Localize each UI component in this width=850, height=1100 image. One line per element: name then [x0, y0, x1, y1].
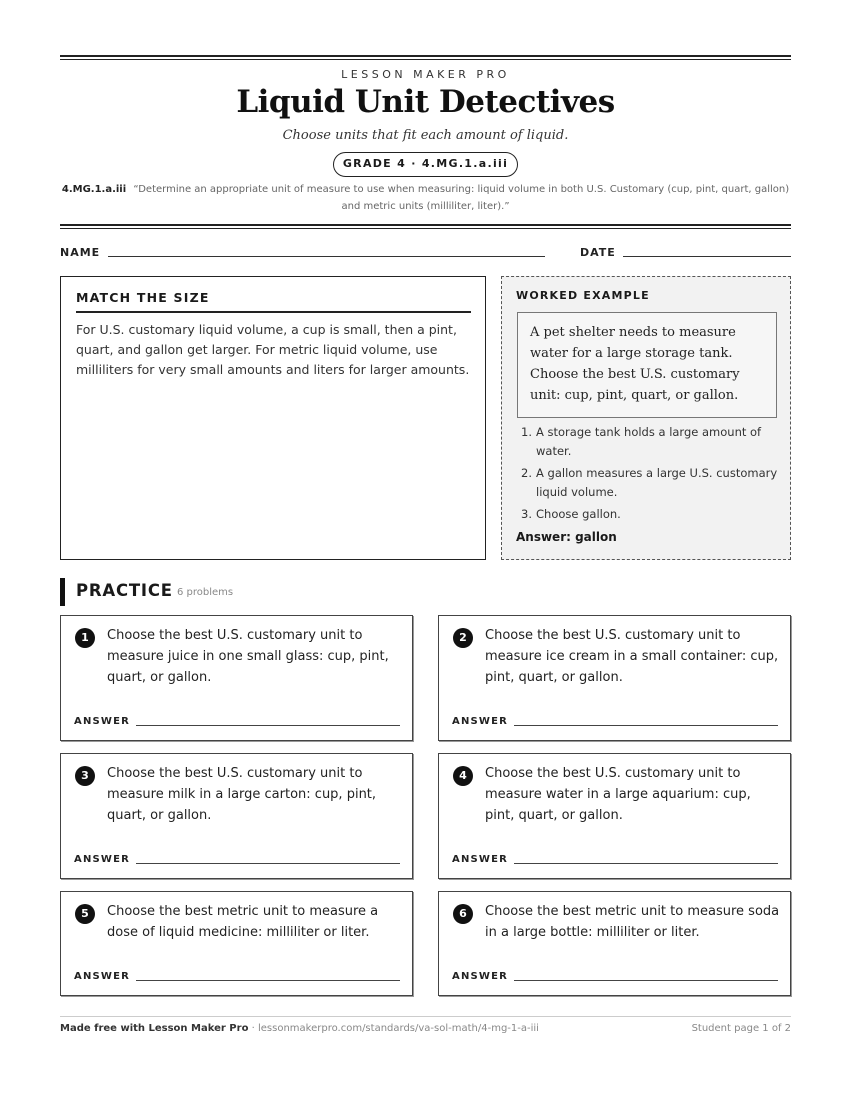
- name-field[interactable]: [108, 256, 545, 257]
- footer-page-number: Student page 1 of 2: [691, 1023, 791, 1034]
- problem-card-1: [60, 615, 413, 741]
- problem-number-badge: 4: [453, 766, 473, 786]
- answer-label: ANSWER: [452, 716, 509, 727]
- problem-card-6: [438, 891, 791, 996]
- answer-line[interactable]: [136, 725, 400, 726]
- worked-step: 3. Choose gallon.: [521, 507, 621, 521]
- answer-label: ANSWER: [74, 716, 131, 727]
- answer-label: ANSWER: [74, 971, 131, 982]
- problem-card-3: [60, 753, 413, 879]
- top-double-rule: [60, 55, 791, 60]
- problem-number-badge: 6: [453, 904, 473, 924]
- date-field[interactable]: [623, 256, 791, 257]
- answer-label: ANSWER: [452, 854, 509, 865]
- worked-example-title: WORKED EXAMPLE: [516, 289, 650, 302]
- problem-text: Choose the best U.S. customary unit to measure juice in one small glass: cup, pint, quart, or gallon.: [107, 628, 389, 685]
- practice-title: PRACTICE: [76, 581, 173, 600]
- worked-example-prompt: A pet shelter needs to measure water for a large storage tank. Choose the best U.S. customary unit: cup, pint, quart, or gallon.: [517, 312, 777, 418]
- practice-count: 6 problems: [177, 587, 234, 598]
- match-the-size-panel: [60, 276, 486, 560]
- worked-step: 2. A gallon measures a large U.S. customary liquid volume.: [521, 466, 778, 499]
- worked-example-answer: Answer: gallon: [516, 530, 617, 544]
- problem-number-badge: 3: [75, 766, 95, 786]
- problem-card-2: [438, 615, 791, 741]
- answer-line[interactable]: [514, 980, 778, 981]
- page-subtitle: Choose units that fit each amount of liquid.: [282, 128, 569, 143]
- problem-card-5: [60, 891, 413, 996]
- match-section-text: For U.S. customary liquid volume, a cup is small, then a pint, quart, and gallon get larger. For metric liquid volume, use milliliters for very small amounts and liters for larger amounts.: [76, 322, 470, 377]
- date-label: DATE: [580, 246, 616, 259]
- answer-line[interactable]: [136, 863, 400, 864]
- problem-text: Choose the best metric unit to measure soda in a large bottle: milliliter or liter.: [485, 904, 780, 940]
- footer-url[interactable]: · lessonmakerpro.com/standards/va-sol-math/4-mg-1-a-iii: [248, 1023, 539, 1034]
- problem-text: Choose the best U.S. customary unit to measure ice cream in a small container: cup, pint, quart, or gallon.: [485, 628, 779, 685]
- match-section-title: MATCH THE SIZE: [76, 290, 471, 313]
- practice-accent-bar: [60, 578, 65, 606]
- answer-label: ANSWER: [452, 971, 509, 982]
- answer-line[interactable]: [136, 980, 400, 981]
- answer-line[interactable]: [514, 863, 778, 864]
- footer-credit: [60, 1023, 539, 1034]
- problem-number-badge: 1: [75, 628, 95, 648]
- brand-name: LESSON MAKER PRO: [341, 68, 510, 81]
- worked-example-steps: [516, 423, 778, 527]
- problem-text: Choose the best U.S. customary unit to measure water in a large aquarium: cup, pint, quart, or gallon.: [485, 766, 751, 823]
- problem-text: Choose the best U.S. customary unit to measure milk in a large carton: cup, pint, quart, or gallon.: [107, 766, 377, 823]
- standard-code: 4.MG.1.a.iii: [61, 184, 127, 195]
- standard-text: “Determine an appropriate unit of measure to use when measuring: liquid volume in both U.S. Customary (cup, pint, quart, gallon) and metric units (milliliter, liter).”: [133, 184, 790, 212]
- problem-text: Choose the best metric unit to measure a dose of liquid medicine: milliliter or liter.: [107, 904, 379, 940]
- problem-number-badge: 5: [75, 904, 95, 924]
- answer-line[interactable]: [514, 725, 778, 726]
- footer-made-with: Made free with Lesson Maker Pro: [60, 1023, 249, 1034]
- standard-description: [60, 181, 791, 215]
- page-title: Liquid Unit Detectives: [236, 84, 615, 120]
- worked-example-panel: [501, 276, 791, 560]
- problem-number-badge: 2: [453, 628, 473, 648]
- header-bottom-rule: [60, 224, 791, 229]
- footer-divider: [60, 1016, 791, 1017]
- answer-label: ANSWER: [74, 854, 131, 865]
- worked-step: 1. A storage tank holds a large amount of water.: [521, 425, 762, 458]
- name-label: NAME: [60, 246, 101, 259]
- grade-badge: GRADE 4 · 4.MG.1.a.iii: [333, 152, 518, 177]
- problem-card-4: [438, 753, 791, 879]
- worksheet-page: [60, 0, 791, 1100]
